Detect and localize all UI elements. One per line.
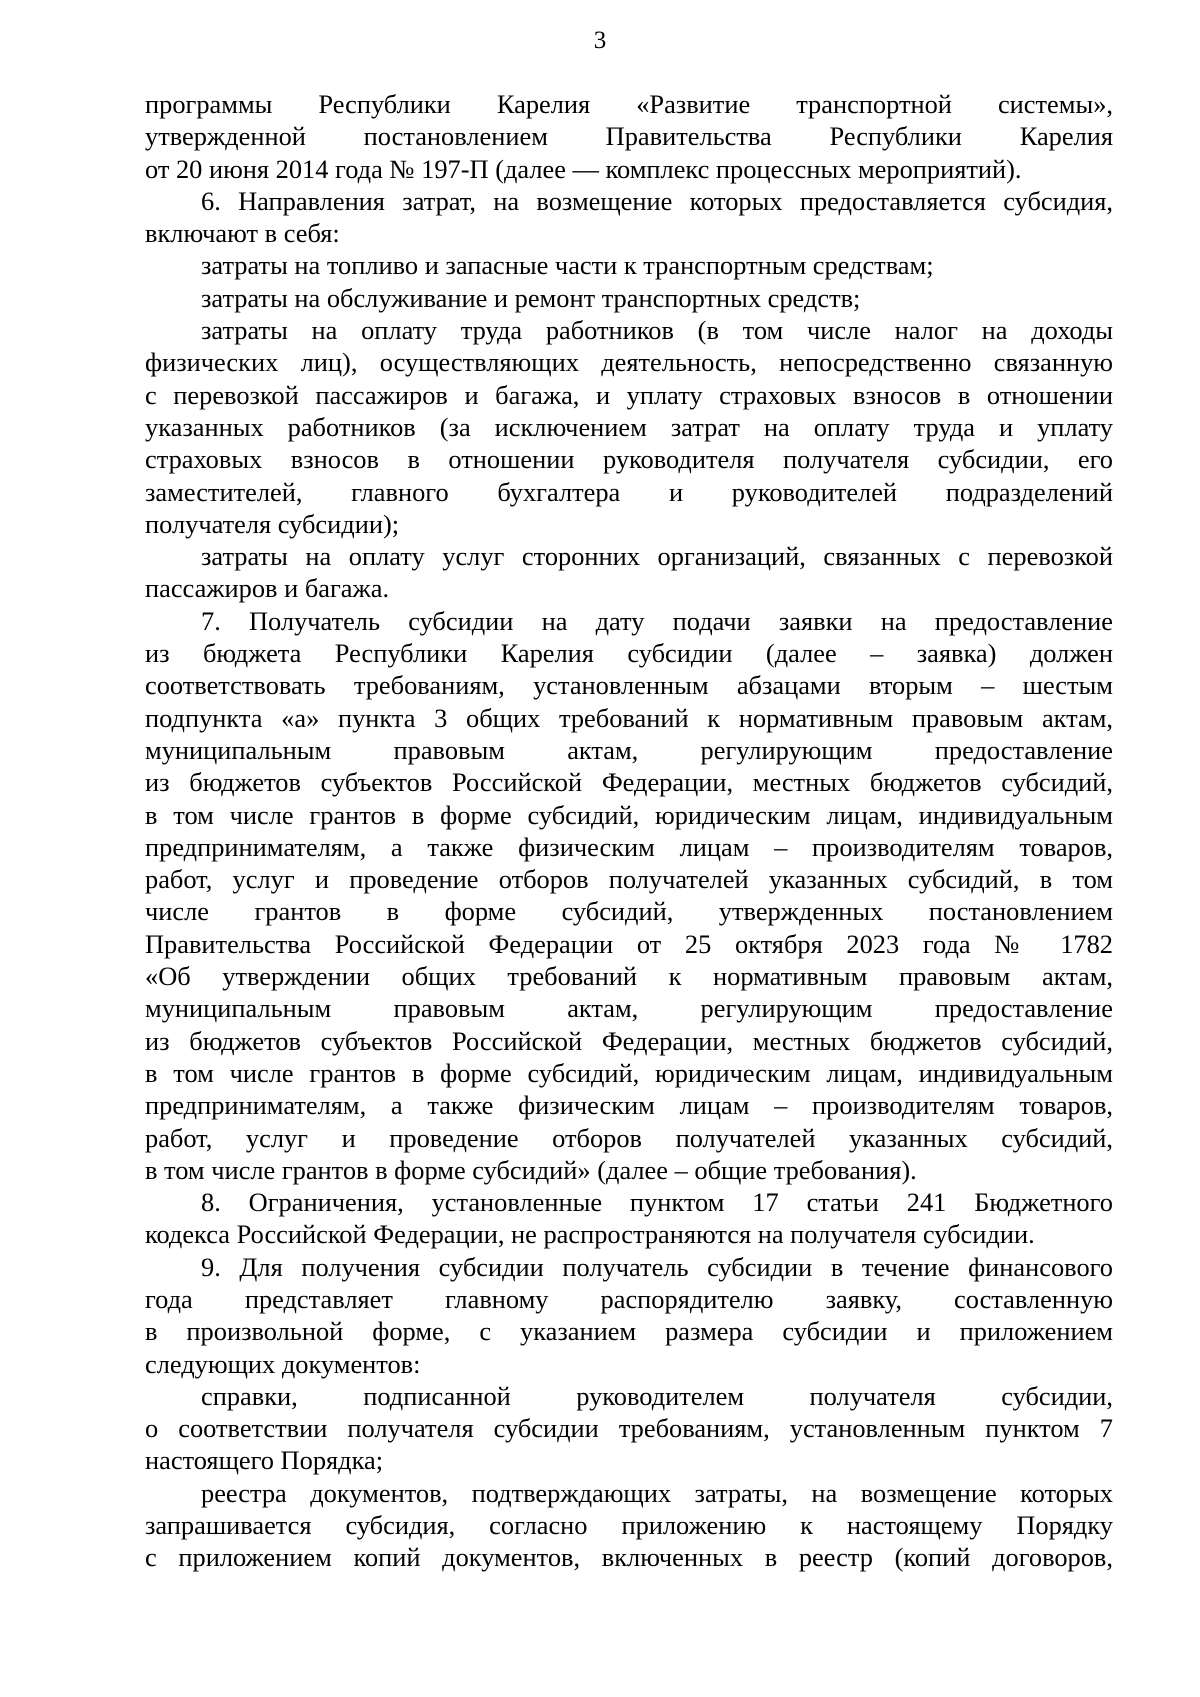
paragraph-2-line-1: 6. Направления затрат, на возмещение которых предоставляется субсидия,	[201, 185, 1113, 216]
paragraph-11-line-3: с приложением копий документов, включенных в реестр (копий договоров,	[145, 1542, 1113, 1573]
page-number: 3	[593, 27, 607, 54]
paragraph-7-line-15: в том числе грантов в форме субсидий, юридическим лицам, индивидуальным	[145, 1057, 1113, 1088]
paragraph-8-line-2: кодекса Российской Федерации, не распространяются на получателя субсидии.	[145, 1219, 1035, 1250]
paragraph-9-line-4: следующих документов:	[145, 1348, 421, 1379]
paragraph-7-line-3: соответствовать требованиям, установленным абзацами вторым – шестым	[145, 670, 1113, 701]
paragraph-3-line-1: затраты на топливо и запасные части к транспортным средствам;	[201, 250, 934, 281]
paragraph-5-line-1: затраты на оплату труда работников (в том числе налог на доходы	[201, 315, 1113, 346]
paragraph-7-line-16: предпринимателям, а также физическим лицам – производителям товаров,	[145, 1090, 1113, 1121]
paragraph-5-line-7: получателя субсидии);	[145, 508, 400, 539]
paragraph-7-line-12: «Об утверждении общих требований к нормативным правовым актам,	[145, 961, 1113, 992]
paragraph-7-line-17: работ, услуг и проведение отборов получателей указанных субсидий,	[145, 1122, 1113, 1153]
paragraph-1-line-1: программы Республики Карелия «Развитие транспортной системы»,	[145, 89, 1113, 119]
paragraph-1-line-2: утвержденной постановлением Правительства Республики Карелия	[145, 121, 1113, 152]
paragraph-7-line-1: 7. Получатель субсидии на дату подачи заявки на предоставление	[201, 605, 1113, 636]
paragraph-7-line-14: из бюджетов субъектов Российской Федерации, местных бюджетов субсидий,	[145, 1025, 1113, 1056]
paragraph-5-line-2: физических лиц), осуществляющих деятельность, непосредственно связанную	[145, 347, 1113, 378]
paragraph-7-line-9: работ, услуг и проведение отборов получателей указанных субсидий, в том	[145, 864, 1113, 895]
paragraph-4-line-1: затраты на обслуживание и ремонт транспортных средств;	[201, 282, 861, 313]
paragraph-9-line-2: года представляет главному распорядителю заявку, составленную	[145, 1283, 1113, 1314]
paragraph-7-line-18: в том числе грантов в форме субсидий» (далее – общие требования).	[145, 1154, 917, 1185]
paragraph-7-line-13: муниципальным правовым актам, регулирующим предоставление	[145, 993, 1113, 1024]
paragraph-5-line-6: заместителей, главного бухгалтера и руководителей подразделений	[145, 476, 1113, 507]
paragraph-7-line-6: из бюджетов субъектов Российской Федерации, местных бюджетов субсидий,	[145, 767, 1113, 798]
paragraph-6-line-2: пассажиров и багажа.	[145, 573, 390, 604]
paragraph-2-line-2: включают в себя:	[145, 218, 340, 249]
paragraph-1-line-3: от 20 июня 2014 года № 197-П (далее — комплекс процессных мероприятий).	[145, 153, 1022, 184]
paragraph-7-line-7: в том числе грантов в форме субсидий, юридическим лицам, индивидуальным	[145, 799, 1113, 830]
paragraph-9-line-3: в произвольной форме, с указанием размера субсидии и приложением	[145, 1316, 1113, 1347]
paragraph-7-line-11: Правительства Российской Федерации от 25 октября 2023 года № 1782	[145, 928, 1113, 959]
paragraph-7-line-8: предпринимателям, а также физическим лицам – производителям товаров,	[145, 831, 1113, 862]
paragraph-10-line-2: о соответствии получателя субсидии требованиям, установленным пунктом 7	[145, 1413, 1113, 1444]
paragraph-6-line-1: затраты на оплату услуг сторонних организаций, связанных с перевозкой	[201, 541, 1113, 572]
paragraph-11-line-1: реестра документов, подтверждающих затраты, на возмещение которых	[201, 1477, 1113, 1508]
document-body	[145, 88, 1113, 1574]
paragraph-5-line-3: с перевозкой пассажиров и багажа, и уплату страховых взносов в отношении	[145, 379, 1113, 410]
paragraph-7-line-4: подпункта «а» пункта 3 общих требований к нормативным правовым актам,	[145, 702, 1113, 733]
paragraph-5-line-4: указанных работников (за исключением затрат на оплату труда и уплату	[145, 411, 1113, 442]
paragraph-10-line-1: справки, подписанной руководителем получателя субсидии,	[201, 1380, 1113, 1411]
paragraph-7-line-2: из бюджета Республики Карелия субсидии (далее – заявка) должен	[145, 638, 1113, 669]
paragraph-9-line-1: 9. Для получения субсидии получатель субсидии в течение финансового	[201, 1251, 1113, 1282]
paragraph-11-line-2: запрашивается субсидия, согласно приложению к настоящему Порядку	[145, 1510, 1113, 1541]
paragraph-5-line-5: страховых взносов в отношении руководителя получателя субсидии, его	[145, 444, 1113, 475]
paragraph-7-line-5: муниципальным правовым актам, регулирующим предоставление	[145, 734, 1113, 765]
paragraph-7-line-10: числе грантов в форме субсидий, утвержденных постановлением	[145, 896, 1113, 927]
paragraph-10-line-3: настоящего Порядка;	[145, 1445, 384, 1476]
paragraph-8-line-1: 8. Ограничения, установленные пунктом 17 статьи 241 Бюджетного	[201, 1187, 1113, 1218]
